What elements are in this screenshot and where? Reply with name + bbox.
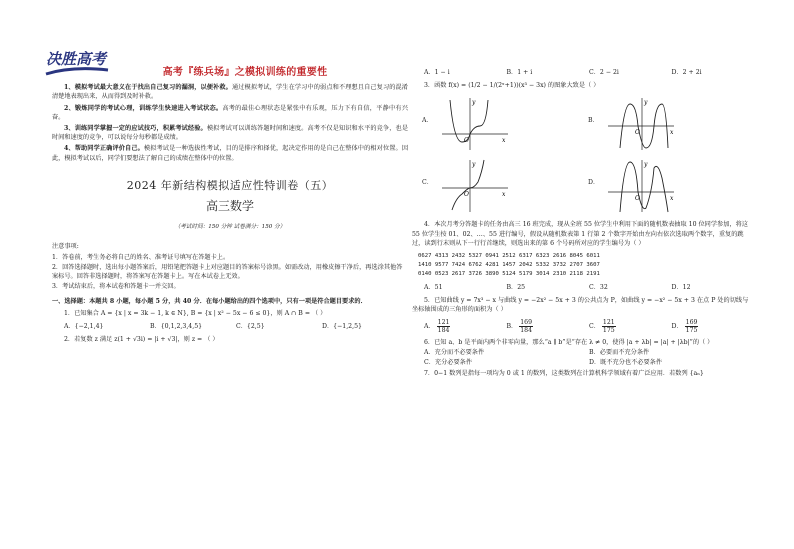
graph-b [588,96,754,152]
right-column [412,64,754,378]
svg-text:y: y [644,161,648,169]
digits-row: 0140 0523 2617 3726 3890 5124 5179 3014 2310 2118 2191 [418,271,600,278]
graph-label: A． [422,117,433,125]
digits-row: 0627 4313 2432 5327 0941 2512 6317 6323 2616 8045 6011 [418,253,600,260]
svg-text:O: O [635,195,640,203]
svg-text:y: y [472,161,476,169]
question-6-options-row-2 [424,358,754,367]
question-4: 4．本次月考分答题卡的任务由高三 16 班完成，现从全班 55 位学生中利用下面的随机数表抽取 10 位同学参加，将这 55 位学生按 01、02、…、55 进行编号，假设从随机数表第 1 行第 2 个数字开始由左向右依次选取两个数字，重复的跳过，读到行末则从下一行行首继续，则选出来的第 6 个号码所对应的学生编号为（ ） [412,221,748,247]
question-1-options [64,322,408,331]
svg-text:O: O [635,129,640,137]
option: C．32 [589,284,608,292]
svg-text:O: O [464,191,469,199]
time-info: （考试时间：150 分钟 试卷满分：150 分） [174,224,286,231]
exam-title: 2024 年新结构模拟适应性特训卷（五） [126,178,334,192]
option: C． $\frac{121}{175}$ [589,318,615,334]
option: C．{2,5} [236,322,265,330]
svg-text:决胜高考: 决胜高考 [46,50,107,68]
intro-3: 3、训练同学掌握一定的应试技巧，积累考试经验。模拟考试可以训练答题时间和速度。高考不仅是知识和水平的竞争，也是时间和速度的竞争，可以说每分每秒都是成绩。 [52,125,409,142]
note-3: 3．考试结束后，将本试卷和答题卡一并交回。 [52,283,180,291]
svg-text:y: y [472,99,476,107]
svg-text:x: x [502,191,506,199]
graph-c [422,158,588,214]
svg-text:x: x [670,195,674,203]
question-6: 6．已知 a、b 是平面内两个非零向量，那么“a ∥ b”是“存在 λ ≠ 0，使得 |a + λb| = |a| + |λb|”的（ ） [424,338,714,346]
svg-text:O: O [464,137,469,145]
graph-b-plot [606,96,676,152]
graph-label: D． [588,179,600,187]
subject-title: 高三数学 [205,199,254,214]
option: B．25 [506,284,526,292]
option: D．2 + 2i [671,69,702,76]
option: D．既不充分也不必要条件 [589,359,663,367]
graph-label: B． [588,117,599,125]
svg-text:x: x [502,137,506,145]
option: D．12 [671,284,691,292]
note-2: 2．回答选择题时，选出每小题答案后，用铅笔把答题卡上对应题目的答案标号涂黑。如需改动，用橡皮擦干净后，再选涂其他答案标号。回答非选择题时，将答案写在答题卡上。写在本试卷上无效。 [52,263,403,281]
intro-4: 4、帮助同学正确评价自己。模拟考试是一种选拔性考试，目的是排序和择优，起决定作用的是自己在整体中的相对位置。因此，模拟考试以后，同学们要想法了解自己的成绩在整体中的位置。 [52,145,409,162]
section-1-heading: 一、选择题：本题共 8 小题，每小题 5 分，共 40 分．在每小题给出的四个选项中，只有一项是符合题目要求的． [52,298,367,306]
random-number-table [418,252,754,279]
question-5: 5．已知曲线 y = 7x³ − x 与曲线 y = −2x² − 5x + 3 的公共点为 P，如曲线 y = −x² − 5x + 3 在点 P 处的切线与坐标轴围成的三角形的面积为（ ） [412,297,749,314]
option: A．51 [424,284,443,292]
question-3-graphs [422,96,754,214]
option: C．充分必要条件 [424,359,473,367]
option: B．1 + i [506,69,533,76]
option: D．{−1,2,5} [322,322,362,330]
note-1: 1．答卷前，考生务必将自己的姓名、准考证号填写在答题卡上。 [52,253,230,261]
graph-a-plot [440,96,510,152]
question-4-options [424,283,754,292]
question-5-options [424,319,754,334]
digits-row: 1410 9577 7424 6762 4281 1457 2042 5332 3732 2707 3607 [418,262,600,269]
option: A． $\frac{121}{184}$ [424,318,450,334]
question-2-options [424,68,754,77]
option: A．1 − i [424,69,450,76]
question-6-options-row-1 [424,348,754,357]
graph-c-plot [440,158,510,214]
option: A．{−2,1,4} [64,322,104,330]
graph-label: C． [422,179,433,187]
graph-a [422,96,588,152]
left-column [52,68,408,344]
question-3: 3．函数 f(x) = (1/2 − 1/(2ˣ+1))(x³ − 3x) 的图象大致是（ ） [424,82,600,90]
svg-text:y: y [644,99,648,107]
question-7: 7．0−1 数列是指每一项均为 0 或 1 的数列，这类数列在计算机科学领域有着广泛应用．若数列 {aₙ} [424,370,704,378]
headline: 高考『练兵场』之模拟训练的重要性 [162,67,328,78]
option: B．必要而不充分条件 [589,348,650,356]
question-1: 1．已知集合 A = {x | x = 3k − 1, k ∈ N}, B = {x | x² − 5x − 6 ≤ 0}，则 A ∩ B = （ ） [64,309,327,317]
intro-1: 1、模拟考试最大意义在于找出自己复习的漏洞，以便补救。通过模拟考试，学生在学习中的弱点和不理想且自己复习的混淆清楚地表现出来，从而得到及时补救。 [52,84,408,101]
option: D． $\frac{169}{175}$ [671,318,698,334]
graph-d [588,158,754,214]
graph-d-plot [606,158,676,214]
option: C．2 − 2i [589,69,619,76]
question-2: 2．若复数 z 满足 z(1 + √3i) = |i + √3|，则 z = （ ） [64,336,219,344]
notes-title: 注意事项: [52,243,79,251]
intro-2: 2、锻炼同学的考试心理，训练学生快速进入考试状态。高考的最佳心理状态是紧张中有乐观，压力下有自信，平静中有兴奋。 [52,104,409,121]
option: B． $\frac{169}{184}$ [506,318,533,334]
option: B．{0,1,2,3,4,5} [150,322,203,330]
option: A．充分而不必要条件 [424,348,485,356]
svg-text:x: x [670,129,674,137]
